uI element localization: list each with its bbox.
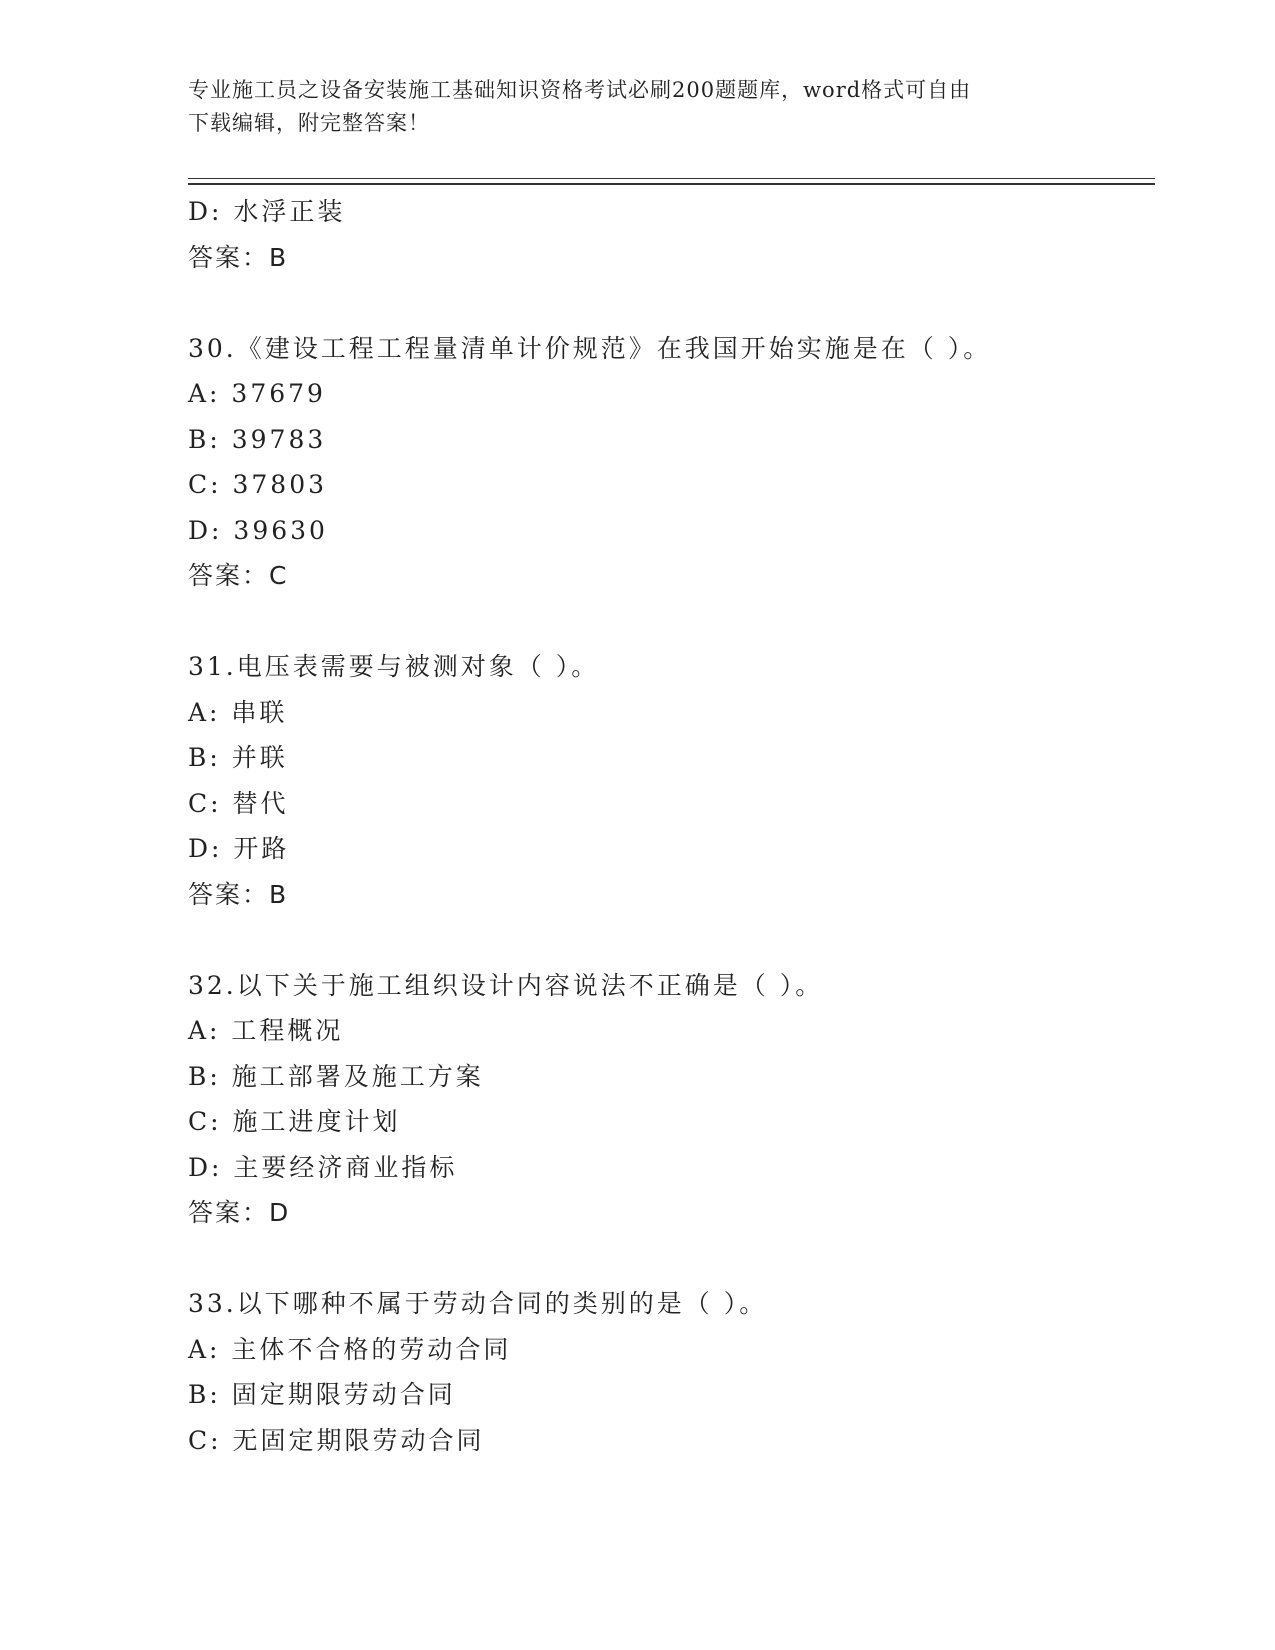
q32-stem: 32.以下关于施工组织设计内容说法不正确是（ ）。 (188, 970, 824, 1000)
header-line-1: 专业施工员之设备安装施工基础知识资格考试必刷200题题库，word格式可自由 (188, 78, 972, 102)
q31-stem: 31.电压表需要与被测对象（ ）。 (188, 652, 600, 681)
header-divider-thin (188, 178, 1155, 179)
q30-option-b: B: 39783 (188, 424, 327, 454)
q31-option-d: D: 开路 (188, 834, 290, 863)
spacer (188, 1236, 1148, 1282)
q33-option-c: C: 无固定期限劳动合同 (188, 1425, 485, 1455)
header-line-2: 下载编辑，附完整答案！ (188, 111, 430, 135)
q33-stem: 33.以下哪种不属于劳动合同的类别的是（ ）。 (188, 1289, 768, 1318)
q32-answer: 答案：D (188, 1198, 291, 1227)
question-list (188, 189, 1148, 1463)
q30-option-d: D: 39630 (188, 515, 328, 545)
q31-option-b: B: 并联 (188, 743, 288, 772)
q31-option-a: A: 串联 (188, 697, 288, 727)
q32-option-d: D: 主要经济商业指标 (188, 1152, 458, 1182)
q33-option-b: B: 固定期限劳动合同 (188, 1380, 456, 1409)
spacer (188, 917, 1148, 963)
q33-option-a: A: 主体不合格的劳动合同 (188, 1334, 512, 1364)
q31-answer: 答案：B (188, 879, 289, 909)
spacer (188, 599, 1148, 645)
q32-option-a: A: 工程概况 (188, 1016, 344, 1045)
q32-option-c: C: 施工进度计划 (188, 1107, 401, 1136)
q30-answer: 答案：C (188, 561, 289, 590)
q30-option-c: C: 37803 (188, 470, 328, 499)
prev-option-d: D: 水浮正装 (188, 197, 346, 226)
q30-option-a: A: 37679 (188, 379, 326, 408)
q30-stem: 30.《建设工程工程量清单计价规范》在我国开始实施是在（ ）。 (188, 333, 992, 363)
spacer (188, 280, 1148, 326)
prev-answer: 答案：B (188, 242, 289, 272)
q31-option-c: C: 替代 (188, 788, 289, 818)
header-divider-thick (188, 183, 1155, 185)
q32-option-b: B: 施工部署及施工方案 (188, 1061, 484, 1091)
document-header (188, 74, 1088, 140)
